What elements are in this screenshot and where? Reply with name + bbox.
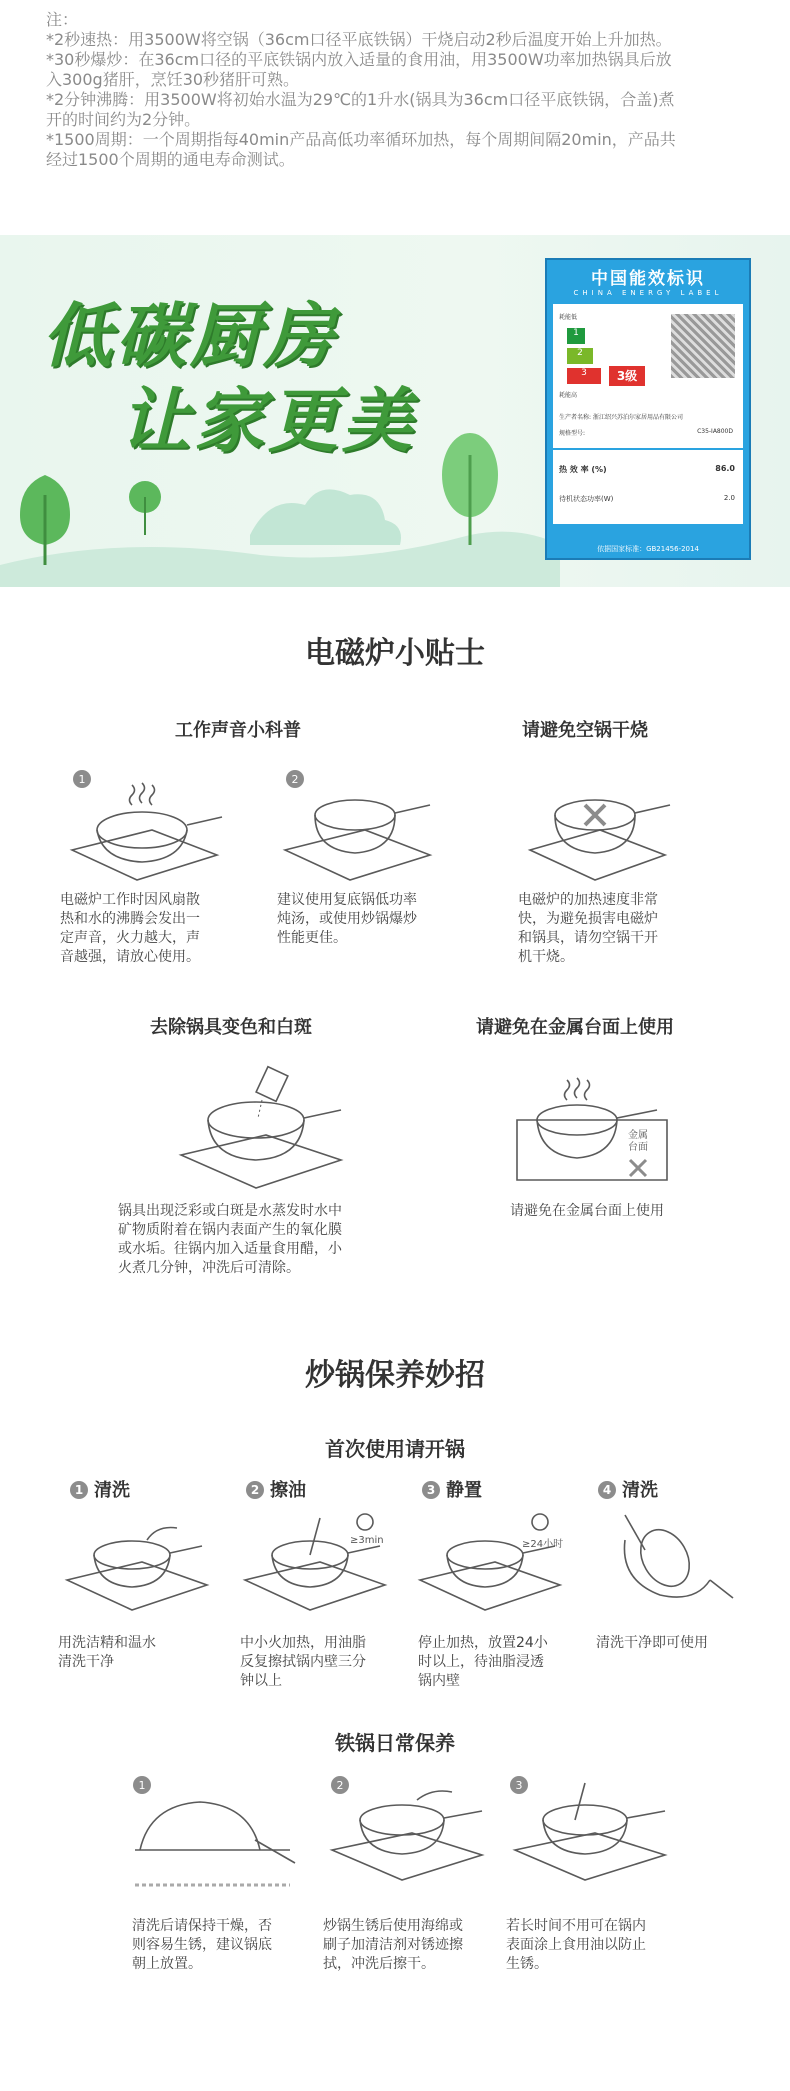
first-use-step2-label: 2 擦油 bbox=[246, 1476, 306, 1502]
label-body bbox=[553, 304, 743, 524]
tips-title: 电磁炉小贴士 bbox=[305, 636, 485, 671]
label-high: 耗能高 bbox=[559, 392, 578, 399]
standby-value: 2.0 bbox=[723, 494, 735, 502]
hand-icon bbox=[147, 1528, 177, 1541]
sound-step1-illustration bbox=[62, 765, 222, 885]
model-key: 规格型号: bbox=[559, 430, 586, 437]
note-line: *1500周期：一个周期指每40min产品高低功率循环加热，每个周期间隔20min，产品共 bbox=[46, 130, 676, 149]
model-value: C35-IA800D bbox=[697, 428, 733, 435]
svg-text:1: 1 bbox=[78, 773, 86, 786]
label-title: 中国能效标识 bbox=[591, 269, 705, 289]
slogan-line2: 让家更美 bbox=[120, 380, 416, 462]
first-use-step1-text: 用洗洁精和温水 清洗干净 bbox=[58, 1635, 156, 1670]
timer-icon bbox=[532, 1514, 548, 1530]
first-use-step3-label: 3 静置 bbox=[422, 1476, 482, 1502]
manufacturer-value: 浙江绍兴苏泊尔家居用品有限公司 bbox=[592, 414, 683, 421]
efficiency-value: 86.0 bbox=[715, 464, 735, 473]
svg-text:1: 1 bbox=[138, 1779, 146, 1792]
daily-step1-text: 清洗后请保持干燥，否 则容易生锈，建议锅底 朝上放置。 bbox=[132, 1918, 272, 1972]
energy-efficiency-label bbox=[545, 258, 751, 560]
label-subtitle: CHINA ENERGY LABEL bbox=[573, 289, 723, 297]
first-use-step4-label: 4 清洗 bbox=[598, 1476, 658, 1502]
grade-2-bar: 2 bbox=[567, 348, 593, 364]
tip-title-metal-surface: 请避免在金属台面上使用 bbox=[476, 1017, 674, 1038]
slogan-line1: 低碳厨房 bbox=[42, 295, 338, 377]
note-line: 入300g猪肝，烹饪30秒猪肝可熟。 bbox=[46, 70, 300, 89]
care-title: 炒锅保养妙招 bbox=[305, 1358, 485, 1393]
note-line: 注： bbox=[46, 10, 79, 29]
daily-step3-text: 若长时间不用可在锅内 表面涂上食用油以防止 生锈。 bbox=[506, 1918, 646, 1972]
efficiency-key: 热 效 率 (%) bbox=[559, 465, 607, 474]
rest-timer-text: ≥24小时 bbox=[522, 1539, 564, 1550]
manufacturer-key: 生产者名称: bbox=[559, 414, 592, 421]
metal-surface-badge: 金属台面 bbox=[628, 1130, 648, 1153]
timer-icon bbox=[357, 1514, 373, 1530]
metal-surface-illustration bbox=[512, 1060, 682, 1190]
first-use-step3-text: 停止加热，放置24小 时以上，待油脂浸透 锅内壁 bbox=[418, 1635, 548, 1689]
sound-step1-text: 电磁炉工作时因风扇散 热和水的沸腾会发出一 定声音，火力越大，声 音越强，请放心使用。 bbox=[60, 892, 200, 965]
stains-text: 锅具出现泛彩或白斑是水蒸发时水中 矿物质附着在锅内表面产生的氧化膜 或水垢。往锅内加入适量食用醋，小 火煮几分钟，冲洗后可清除。 bbox=[118, 1203, 342, 1276]
note-line: 开的时间约为2分钟。 bbox=[46, 110, 201, 129]
tree-icon bbox=[442, 433, 498, 545]
note-line: *2分钟沸腾：用3500W将初始水温为29℃的1升水(锅具为36cm口径平底铁锅，合盖)煮 bbox=[46, 90, 675, 109]
sound-step2-illustration bbox=[275, 765, 435, 885]
first-use-step1-label: 1 清洗 bbox=[70, 1476, 130, 1502]
tip-title-sound: 工作声音小科普 bbox=[175, 720, 301, 741]
notes-block bbox=[46, 10, 736, 170]
label-footer: 依据国家标准：GB21456-2014 bbox=[597, 545, 699, 553]
note-line: 经过1500个周期的通电寿命测试。 bbox=[46, 150, 295, 169]
first-use-rest-illustration bbox=[415, 1510, 565, 1620]
oil-timer-text: ≥3min bbox=[350, 1535, 384, 1546]
note-line: *2秒速热：用3500W将空锅（36cm口径平底铁锅）干烧启动2秒后温度开始上升加热。 bbox=[46, 30, 672, 49]
tip-title-dry-burn: 请避免空锅干烧 bbox=[522, 720, 648, 741]
label-low: 耗能低 bbox=[559, 314, 578, 321]
first-use-title: 首次使用请开锅 bbox=[325, 1437, 465, 1461]
tree-icon bbox=[129, 481, 161, 535]
svg-text:3: 3 bbox=[515, 1779, 523, 1792]
svg-text:2: 2 bbox=[336, 1779, 344, 1792]
first-use-wash-illustration bbox=[62, 1510, 212, 1620]
first-use-step2-text: 中小火加热，用油脂 反复擦拭锅内壁三分 钟以上 bbox=[240, 1635, 366, 1689]
low-carbon-banner bbox=[0, 235, 790, 587]
tree-icon bbox=[20, 475, 70, 565]
qr-code-icon bbox=[671, 314, 735, 378]
grade-3-bar: 3 bbox=[567, 368, 601, 384]
stains-illustration bbox=[176, 1060, 346, 1190]
cross-icon bbox=[585, 805, 605, 825]
standby-key: 待机状态功率(W) bbox=[559, 495, 614, 503]
daily-step1-illustration bbox=[130, 1775, 300, 1895]
label-header bbox=[547, 260, 749, 304]
sponge-icon bbox=[417, 1791, 452, 1800]
cloud-shape bbox=[250, 489, 401, 545]
dry-burn-illustration bbox=[520, 765, 670, 885]
daily-step2-text: 炒锅生锈后使用海绵或 刷子加清洁剂对锈迹擦 拭，冲洗后擦干。 bbox=[323, 1918, 463, 1972]
first-use-rinse-illustration bbox=[585, 1510, 735, 1620]
first-use-oil-illustration bbox=[240, 1510, 390, 1620]
daily-step2-illustration bbox=[322, 1775, 492, 1895]
grade-badge: 3级 bbox=[609, 366, 645, 386]
daily-care-title: 铁锅日常保养 bbox=[335, 1731, 455, 1755]
first-use-step4-text: 清洗干净即可使用 bbox=[596, 1635, 708, 1651]
cross-icon bbox=[630, 1160, 646, 1176]
grade-1-bar: 1 bbox=[567, 328, 585, 344]
svg-text:2: 2 bbox=[291, 773, 299, 786]
dry-burn-text: 电磁炉的加热速度非常 快，为避免损害电磁炉 和锅具，请勿空锅干开 机干烧。 bbox=[518, 892, 658, 965]
metal-surface-text: 请避免在金属台面上使用 bbox=[510, 1203, 664, 1219]
daily-step3-illustration bbox=[505, 1775, 675, 1895]
sound-step2-text: 建议使用复底锅低功率 炖汤，或使用炒锅爆炒 性能更佳。 bbox=[277, 892, 417, 946]
note-line: *30秒爆炒：在36cm口径的平底铁锅内放入适量的食用油，用3500W功率加热锅具后放 bbox=[46, 50, 672, 69]
tip-title-stains: 去除锅具变色和白斑 bbox=[150, 1017, 312, 1038]
vinegar-bottle-icon bbox=[256, 1067, 288, 1102]
